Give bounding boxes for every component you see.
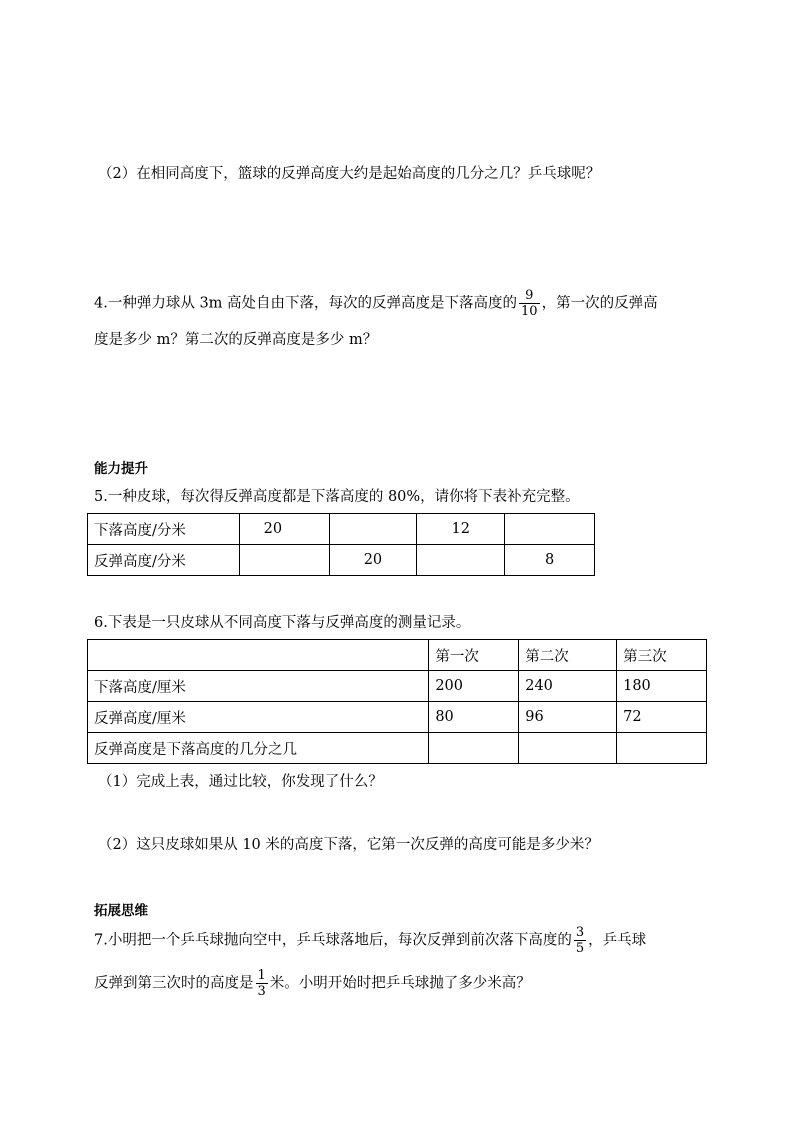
q4-line2: 度是多少 m？第二次的反弹高度是多少 m？ xyxy=(94,332,378,348)
table-row xyxy=(88,702,707,733)
q7-text-part2: ，乒乓球 xyxy=(588,932,647,949)
q6-text: 6.下表是一只皮球从不同高度下落与反弹高度的测量记录。 xyxy=(94,615,471,631)
table-cell: 12 xyxy=(417,514,505,545)
table-cell: 20 xyxy=(329,545,417,576)
section-extend-heading: 拓展思维 xyxy=(94,903,148,919)
q7-frac2-num: 1 xyxy=(257,968,266,983)
table-row xyxy=(88,671,707,702)
q4-frac-num: 9 xyxy=(519,288,540,304)
q7-frac1-num: 3 xyxy=(575,925,585,940)
table-cell: 180 xyxy=(617,671,707,702)
q4-line1 xyxy=(94,288,658,319)
table-cell xyxy=(519,733,617,764)
table-cell: 8 xyxy=(505,545,595,576)
table-cell xyxy=(417,545,505,576)
q6-sub2: （2）这只皮球如果从 10 米的高度下落，它第一次反弹的高度可能是多少米？ xyxy=(98,837,599,853)
table-row xyxy=(88,640,707,671)
q7-fraction-1 xyxy=(574,925,586,956)
table-row xyxy=(88,545,595,576)
q6-sub1: （1）完成上表，通过比较，你发现了什么？ xyxy=(98,774,383,790)
table-cell xyxy=(88,640,429,671)
table-cell: 反弹高度是下落高度的几分之几 xyxy=(88,733,429,764)
q5-table xyxy=(87,513,595,576)
table-cell: 80 xyxy=(429,702,519,733)
q7-line2-part2: 米。小明开始时把乒乓球抛了多少米高？ xyxy=(269,975,531,992)
table-cell: 反弹高度/厘米 xyxy=(88,702,429,733)
table-cell xyxy=(429,733,519,764)
q6-table xyxy=(87,639,707,764)
q7-fraction-2 xyxy=(256,968,268,999)
table-cell xyxy=(505,514,595,545)
table-cell xyxy=(617,733,707,764)
table-cell: 第一次 xyxy=(429,640,519,671)
q5-text: 5.一种皮球，每次得反弹高度都是下落高度的 80%，请你将下表补充完整。 xyxy=(94,489,580,505)
q7-frac1-den: 5 xyxy=(575,941,585,956)
q7-line2 xyxy=(94,968,531,999)
q4-fraction xyxy=(519,288,540,319)
q4-text-part1: 4.一种弹力球从 3m 高处自由下落，每次的反弹高度是下落高度的 xyxy=(94,295,518,312)
table-cell: 第二次 xyxy=(519,640,617,671)
table-cell: 72 xyxy=(617,702,707,733)
table-cell: 200 xyxy=(429,671,519,702)
q4-frac-den: 10 xyxy=(521,304,538,319)
table-cell: 240 xyxy=(519,671,617,702)
table-cell xyxy=(329,514,417,545)
section-ability-heading: 能力提升 xyxy=(94,461,148,477)
q7-frac2-den: 3 xyxy=(257,984,266,999)
q7-line2-part1: 反弹到第三次时的高度是 xyxy=(94,975,254,992)
q4-text-part2: ，第一次的反弹高 xyxy=(541,295,658,312)
table-cell: 反弹高度/分米 xyxy=(88,545,240,576)
table-cell: 下落高度/厘米 xyxy=(88,671,429,702)
table-cell: 第三次 xyxy=(617,640,707,671)
table-cell: 20 xyxy=(239,514,329,545)
table-row xyxy=(88,514,595,545)
q3-sub2: （2）在相同高度下，篮球的反弹高度大约是起始高度的几分之几？乒乓球呢？ xyxy=(98,166,601,182)
table-cell xyxy=(239,545,329,576)
table-row xyxy=(88,733,707,764)
table-cell: 96 xyxy=(519,702,617,733)
q7-line1 xyxy=(94,925,646,956)
q7-text-part1: 7.小明把一个乒乓球抛向空中，乒乓球落地后，每次反弹到前次落下高度的 xyxy=(94,932,572,949)
table-cell: 下落高度/分米 xyxy=(88,514,240,545)
